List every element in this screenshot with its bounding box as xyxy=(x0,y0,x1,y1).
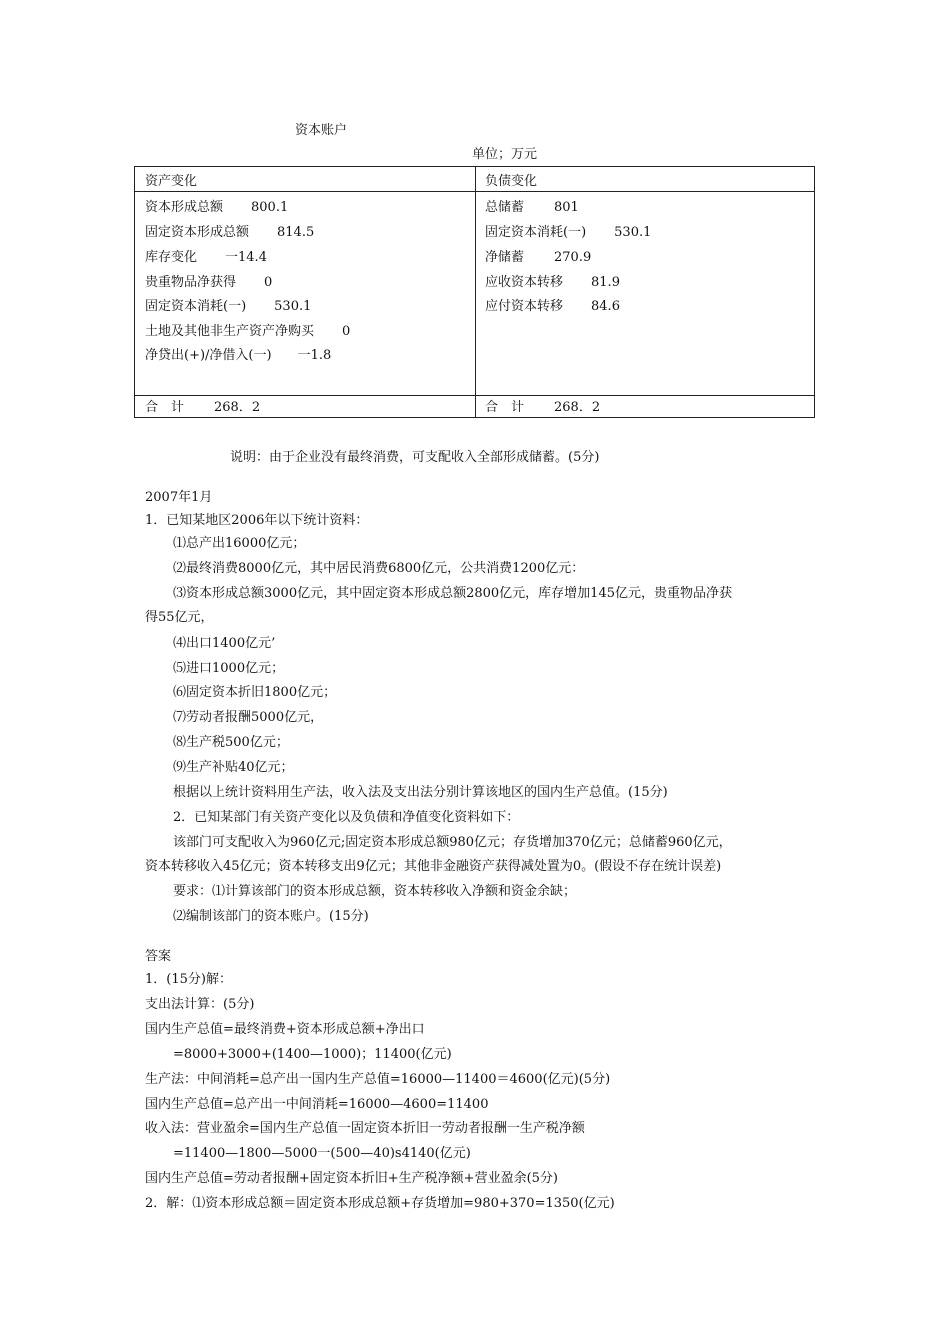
row-value: 800.1 xyxy=(251,200,289,215)
right-row xyxy=(485,251,591,264)
row-label: 固定资本消耗(一) xyxy=(145,299,247,314)
question-1-item: ⑶资本形成总额3000亿元，其中固定资本形成总额2800亿元，库存增加145亿元，贵重物品净获 xyxy=(173,586,732,601)
answer-line: 国内生产总值=劳动者报酬+固定资本折旧+生产税净额+营业盈余(5分) xyxy=(145,1171,558,1186)
total-label: 合 计 xyxy=(145,400,185,415)
row-value: 一1.8 xyxy=(297,348,332,363)
unit-label: 单位；万元 xyxy=(472,147,538,162)
answer-line: 国内生产总值=总产出一中间消耗=16000—4600=11400 xyxy=(145,1097,489,1112)
answer-line: 生产法：中间消耗=总产出一国内生产总值=16000—11400＝4600(亿元)(5分) xyxy=(145,1072,611,1087)
answer-line: 国内生产总值=最终消费+资本形成总额+净出口 xyxy=(145,1022,425,1037)
right-total xyxy=(485,401,600,414)
left-total xyxy=(145,401,260,414)
table-note: 说明：由于企业没有最终消费，可支配收入全部形成储蓄。(5分) xyxy=(230,450,600,465)
row-label: 固定资本形成总额 xyxy=(145,225,250,240)
row-value: 0 xyxy=(264,275,273,290)
question-2-line: 资本转移收入45亿元；资本转移支出9亿元；其他非金融资产获得减处置为0。(假设不存在统计误差) xyxy=(145,859,722,874)
left-row xyxy=(145,226,314,239)
question-1-item: ⑼生产补贴40亿元； xyxy=(173,760,294,775)
answer-line: 收入法：营业盈余=国内生产总值一固定资本折旧一劳动者报酬一生产税净额 xyxy=(145,1121,585,1136)
question-2-line: ⑵编制该部门的资本账户。(15分) xyxy=(173,909,369,924)
row-label: 应付资本转移 xyxy=(485,299,564,314)
row-value: 一14.4 xyxy=(225,250,267,265)
question-1-item: ⑺劳动者报酬5000亿元， xyxy=(173,710,324,725)
total-rule xyxy=(135,395,814,396)
row-label: 净储蓄 xyxy=(485,250,525,265)
left-row xyxy=(145,276,272,289)
row-value: 530.1 xyxy=(274,299,312,314)
left-row xyxy=(145,300,311,313)
answer-heading: 答案 xyxy=(145,949,172,964)
row-value: 270.9 xyxy=(554,250,592,265)
row-label: 总储蓄 xyxy=(485,200,525,215)
total-label: 合 计 xyxy=(485,400,525,415)
question-1-intro: 1．已知某地区2006年以下统计资料： xyxy=(145,513,369,528)
row-label: 贵重物品净获得 xyxy=(145,275,237,290)
exam-date: 2007年1月 xyxy=(145,490,213,505)
right-row xyxy=(485,300,620,313)
table-divider xyxy=(475,167,476,417)
right-row xyxy=(485,226,651,239)
capital-account-table xyxy=(134,166,815,418)
header-rule xyxy=(135,191,814,192)
question-1-item: ⑴总产出16000亿元； xyxy=(173,536,306,551)
row-value: 814.5 xyxy=(277,225,315,240)
answer-line: 2．解：⑴资本形成总额＝固定资本形成总额+存货增加=980+370=1350(亿元) xyxy=(145,1196,615,1211)
row-label: 库存变化 xyxy=(145,250,198,265)
table-title: 资本账户 xyxy=(295,123,348,138)
question-1-item: 得55亿元， xyxy=(145,610,214,625)
right-row xyxy=(485,276,620,289)
right-header: 负债变化 xyxy=(485,174,538,189)
row-value: 801 xyxy=(554,200,579,215)
answer-line: =8000+3000+(1400—1000)；11400(亿元) xyxy=(173,1047,452,1062)
right-row xyxy=(485,201,579,214)
row-label: 固定资本消耗(一) xyxy=(485,225,587,240)
question-2-line: 要求：⑴计算该部门的资本形成总额，资本转移收入净额和资金余缺； xyxy=(173,884,577,899)
question-2-line: 2．已知某部门有关资产变化以及负债和净值变化资料如下： xyxy=(173,810,520,825)
question-1-item: ⑻生产税500亿元； xyxy=(173,735,289,750)
question-1-item: ⑹固定资本折旧1800亿元； xyxy=(173,685,337,700)
row-value: 0 xyxy=(342,324,351,339)
row-label: 资本形成总额 xyxy=(145,200,224,215)
row-value: 84.6 xyxy=(591,299,620,314)
total-value: 268．2 xyxy=(554,400,601,415)
question-2-line: 该部门可支配收入为960亿元;固定资本形成总额980亿元；存货增加370亿元；总储蓄960亿元， xyxy=(173,835,732,850)
left-row xyxy=(145,251,267,264)
answer-line: 1．(15分)解： xyxy=(145,972,232,987)
left-row xyxy=(145,325,350,338)
left-row xyxy=(145,349,331,362)
left-row xyxy=(145,201,288,214)
answer-line: =11400—1800—5000一(500—40)s4140(亿元) xyxy=(173,1146,471,1161)
row-value: 81.9 xyxy=(591,275,620,290)
row-label: 土地及其他非生产资产净购买 xyxy=(145,324,315,339)
question-1-item: ⑸进口1000亿元； xyxy=(173,661,285,676)
row-label: 应收资本转移 xyxy=(485,275,564,290)
question-1-item: ⑷出口1400亿元’ xyxy=(173,636,276,651)
question-1-item: ⑵最终消费8000亿元，其中居民消费6800亿元，公共消费1200亿元： xyxy=(173,561,585,576)
answer-line: 支出法计算：(5分) xyxy=(145,997,255,1012)
row-value: 530.1 xyxy=(614,225,652,240)
total-value: 268．2 xyxy=(214,400,261,415)
question-1-instruction: 根据以上统计资料用生产法，收入法及支出法分别计算该地区的国内生产总值。(15分) xyxy=(173,785,668,800)
row-label: 净贷出(+)/净借入(一) xyxy=(145,348,272,363)
left-header: 资产变化 xyxy=(145,174,198,189)
